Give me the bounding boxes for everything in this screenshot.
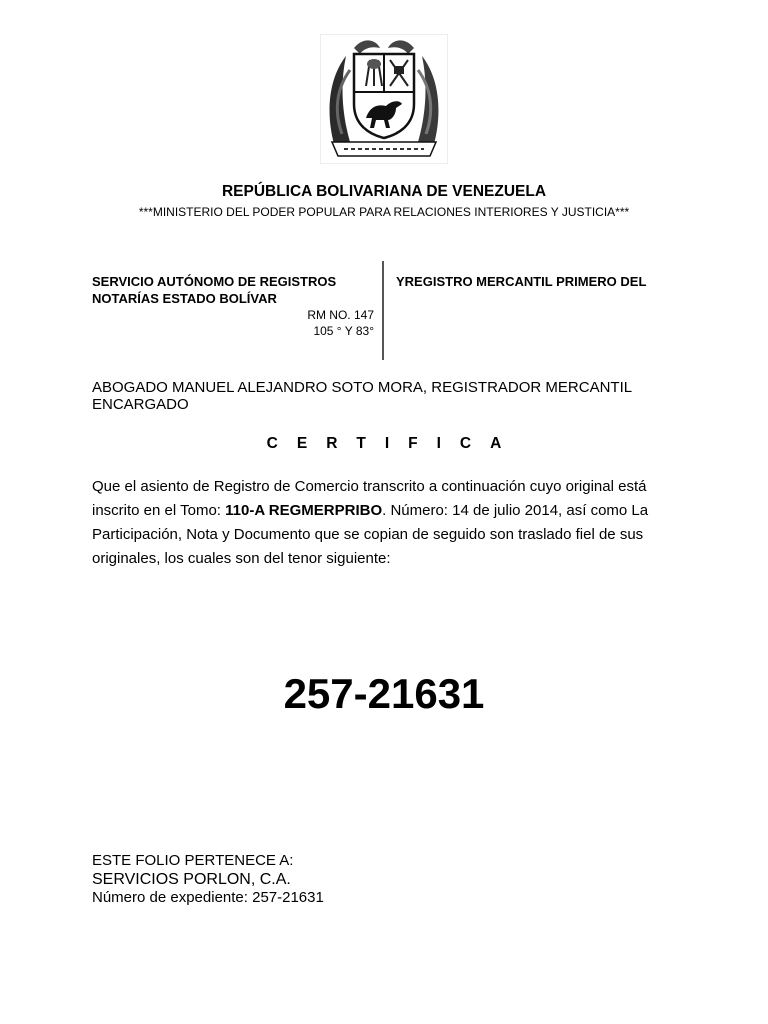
rm-number: RM NO. 147 xyxy=(307,308,374,322)
years-label: 105 ° Y 83° xyxy=(313,324,374,338)
paragraph-text-start: Que el asiento de Registro de Comercio transcrito a continuación cuyo original está inscrito en el Tomo: xyxy=(92,478,647,519)
expediente-number: Número de expediente: 257-21631 xyxy=(92,889,324,906)
office-left-block xyxy=(92,273,374,339)
page-title: REPÚBLICA BOLIVARIANA DE VENEZUELA xyxy=(221,183,547,200)
registry-name: YREGISTRO MERCANTIL PRIMERO DEL xyxy=(396,274,647,289)
certification-paragraph xyxy=(92,475,682,571)
file-number: 257-21631 xyxy=(283,670,485,717)
folio-label: ESTE FOLIO PERTENECE A: xyxy=(92,852,294,869)
venezuela-coat-of-arms-icon xyxy=(320,34,448,164)
certifica-heading: CERTIFICA xyxy=(266,435,521,452)
office-name-line2: NOTARÍAS ESTADO BOLÍVAR xyxy=(92,291,277,306)
paragraph-text-end: . Número: 14 de julio 2014, así como La Participación, Nota y Documento que se copian de seguido son traslado fiel de sus originales, los cuales son del tenor siguiente: xyxy=(92,502,649,567)
company-name: SERVICIOS PORLON, C.A. xyxy=(92,871,291,888)
tomo-value: 110-A REGMERPRIBO xyxy=(225,502,383,519)
folio-block xyxy=(92,852,692,907)
vertical-divider xyxy=(382,261,384,360)
ministry-subtitle: ***MINISTERIO DEL PODER POPULAR PARA RELACIONES INTERIORES Y JUSTICIA*** xyxy=(138,205,630,219)
registrar-name: ABOGADO MANUEL ALEJANDRO SOTO MORA, REGISTRADOR MERCANTIL ENCARGADO xyxy=(92,379,632,413)
office-name-line1: SERVICIO AUTÓNOMO DE REGISTROS xyxy=(92,274,337,289)
